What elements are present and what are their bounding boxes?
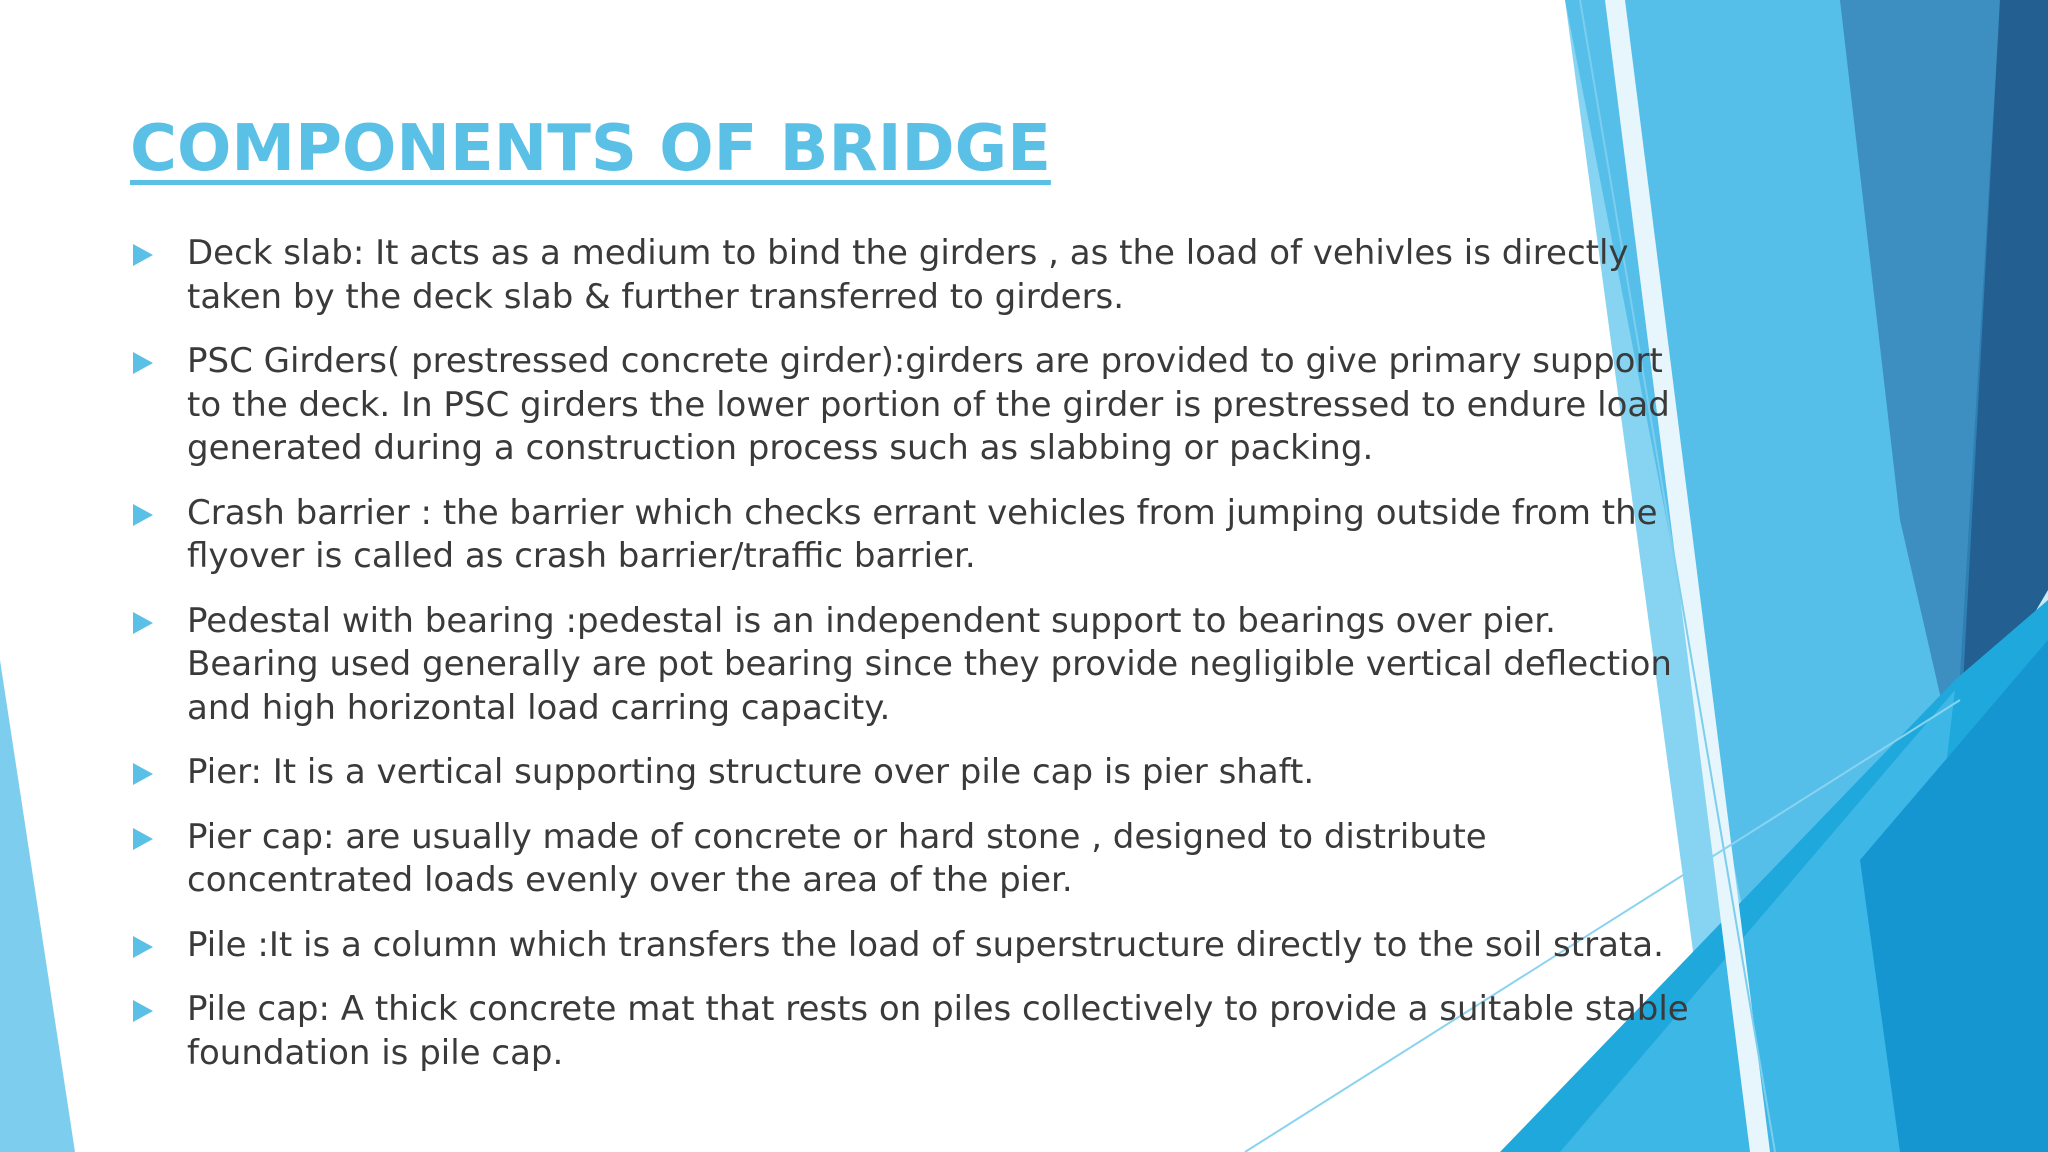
bullet-item-pier-cap [130, 816, 1690, 903]
triangle-bullet-icon [133, 504, 153, 526]
bullet-text: Crash barrier : the barrier which checks errant vehicles from jumping outside from the flyover is called as crash barrier/traffic barrier. [187, 492, 1658, 576]
triangle-bullet-icon [133, 352, 153, 374]
bullet-text: Pile cap: A thick concrete mat that rests on piles collectively to provide a suitable stable foundation is pile cap. [187, 989, 1689, 1073]
bullet-item-crash-barrier [130, 492, 1690, 579]
bullet-text: Pedestal with bearing :pedestal is an independent support to bearings over pier. Bearing used generally are pot bearing since they provide negligible vertical deflection and high horizontal load carring capacity. [187, 600, 1672, 728]
triangle-bullet-icon [133, 612, 153, 634]
bullet-item-pedestal [130, 600, 1690, 731]
bullet-text: Pier: It is a vertical supporting structure over pile cap is pier shaft. [187, 752, 1315, 792]
triangle-bullet-icon [133, 763, 153, 785]
triangle-bullet-icon [133, 828, 153, 850]
bullet-text: Pile :It is a column which transfers the load of superstructure directly to the soil strata. [187, 924, 1664, 965]
triangle-bullet-icon [133, 1000, 153, 1022]
bullet-text: PSC Girders( prestressed concrete girder):girders are provided to give primary support to the deck. In PSC girders the lower portion of the girder is prestressed to endure load generated during a construction process such as slabbing or packing. [187, 341, 1670, 468]
bullet-item-psc-girders [130, 340, 1690, 471]
bullet-list [130, 232, 1690, 1096]
bullet-item-pier [130, 751, 1690, 795]
bullet-item-pile-cap [130, 988, 1690, 1075]
triangle-bullet-icon [133, 936, 153, 958]
bullet-text: Pier cap: are usually made of concrete or hard stone , designed to distribute concentrated loads evenly over the area of the pier. [187, 816, 1487, 900]
facet-left-sliver [0, 660, 75, 1152]
bullet-item-pile [130, 924, 1690, 968]
slide-title: COMPONENTS OF BRIDGE [130, 112, 1051, 186]
bullet-item-deck-slab [130, 232, 1690, 319]
triangle-bullet-icon [133, 244, 153, 266]
bullet-text: Deck slab: It acts as a medium to bind the girders , as the load of vehivles is directly taken by the deck slab & further transferred to girders. [187, 233, 1629, 317]
